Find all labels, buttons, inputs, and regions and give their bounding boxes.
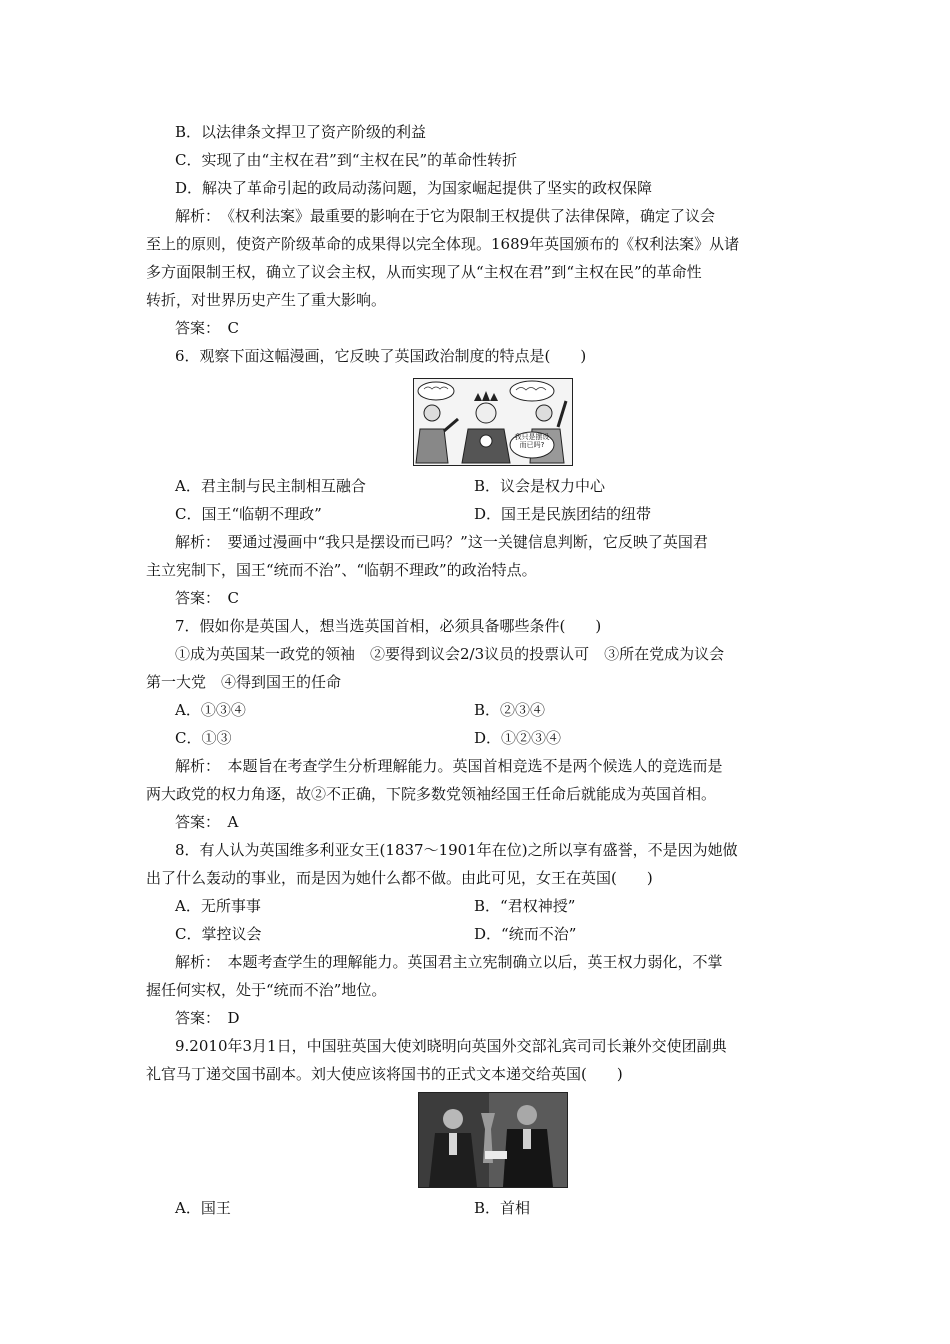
q7-option-b: B．②③④ — [474, 701, 546, 719]
cartoon-speech-text: 我只是摆设而已吗? — [514, 433, 550, 449]
q6-option-d: D．国王是民族团结的纽带 — [474, 505, 652, 523]
q5-analysis-line: 转折，对世界历史产生了重大影响。 — [146, 291, 387, 309]
q6-option-b: B．议会是权力中心 — [474, 477, 606, 495]
q8-answer: 答案： D — [175, 1009, 240, 1027]
q8-option-a: A．无所事事 — [175, 897, 261, 915]
cartoon-image — [413, 378, 573, 466]
q5-analysis-line: 至上的原则，使资产阶级革命的成果得以完全体现。1689年英国颁布的《权利法案》从诸 — [146, 235, 740, 253]
q8-analysis-line: 解析： 本题考查学生的理解能力。英国君主立宪制确立以后，英王权力弱化，不掌 — [175, 953, 723, 971]
q8-option-c: C．掌控议会 — [175, 925, 262, 943]
q7-answer: 答案： A — [175, 813, 239, 831]
q5-analysis-line: 多方面限制王权，确立了议会主权，从而实现了从“主权在君”到“主权在民”的革命性 — [146, 263, 702, 281]
q7-stem: 7．假如你是英国人，想当选英国首相，必须具备哪些条件( ) — [175, 617, 602, 635]
q8-option-d: D．“统而不治” — [474, 925, 577, 943]
photo-drawing — [419, 1093, 567, 1187]
q9-option-a: A．国王 — [175, 1199, 231, 1217]
q7-option-d: D．①②③④ — [474, 729, 562, 747]
q7-option-c: C．①③ — [175, 729, 232, 747]
cartoon-drawing — [414, 379, 572, 465]
q9-stem-line: 礼官马丁递交国书副本。刘大使应该将国书的正式文本递交给英国( ) — [146, 1065, 623, 1083]
q7-items-line: 第一大党 ④得到国王的任命 — [146, 673, 342, 691]
q5-analysis-line: 解析： 《权利法案》最重要的影响在于它为限制王权提供了法律保障，确定了议会 — [175, 207, 716, 225]
q8-option-b: B．“君权神授” — [474, 897, 576, 915]
q6-analysis-line: 主立宪制下，国王“统而不治”、“临朝不理政”的政治特点。 — [146, 561, 537, 579]
q6-answer: 答案： C — [175, 589, 239, 607]
q5-option-d: D．解决了革命引起的政局动荡问题，为国家崛起提供了坚实的政权保障 — [175, 179, 653, 197]
q8-stem-line: 出了什么轰动的事业，而是因为她什么都不做。由此可见，女王在英国( ) — [146, 869, 653, 887]
q7-items-line: ①成为英国某一政党的领袖 ②要得到议会2/3议员的投票认可 ③所在党成为议会 — [175, 645, 725, 663]
q6-stem: 6．观察下面这幅漫画，它反映了英国政治制度的特点是( ) — [175, 347, 587, 365]
q5-option-c: C．实现了由“主权在君”到“主权在民”的革命性转折 — [175, 151, 518, 169]
photo-image — [418, 1092, 568, 1188]
q6-option-a: A．君主制与民主制相互融合 — [175, 477, 366, 495]
q7-analysis-line: 两大政党的权力角逐，故②不正确，下院多数党领袖经国王任命后就能成为英国首相。 — [146, 785, 717, 803]
q8-stem-line: 8．有人认为英国维多利亚女王(1837～1901年在位)之所以享有盛誉，不是因为她做 — [175, 841, 738, 859]
q6-option-c: C．国王“临朝不理政” — [175, 505, 322, 523]
q7-analysis-line: 解析： 本题旨在考查学生分析理解能力。英国首相竞选不是两个候选人的竞选而是 — [175, 757, 723, 775]
q6-analysis-line: 解析： 要通过漫画中“我只是摆设而已吗？”这一关键信息判断，它反映了英国君 — [175, 533, 708, 551]
q5-answer: 答案： C — [175, 319, 239, 337]
q5-option-b: B．以法律条文捍卫了资产阶级的利益 — [175, 123, 427, 141]
q7-option-a: A．①③④ — [175, 701, 246, 719]
q8-analysis-line: 握任何实权，处于“统而不治”地位。 — [146, 981, 387, 999]
q9-stem-line: 9.2010年3月1日，中国驻英国大使刘晓明向英国外交部礼宾司司长兼外交使团副典 — [175, 1037, 727, 1055]
q9-option-b: B．首相 — [474, 1199, 531, 1217]
